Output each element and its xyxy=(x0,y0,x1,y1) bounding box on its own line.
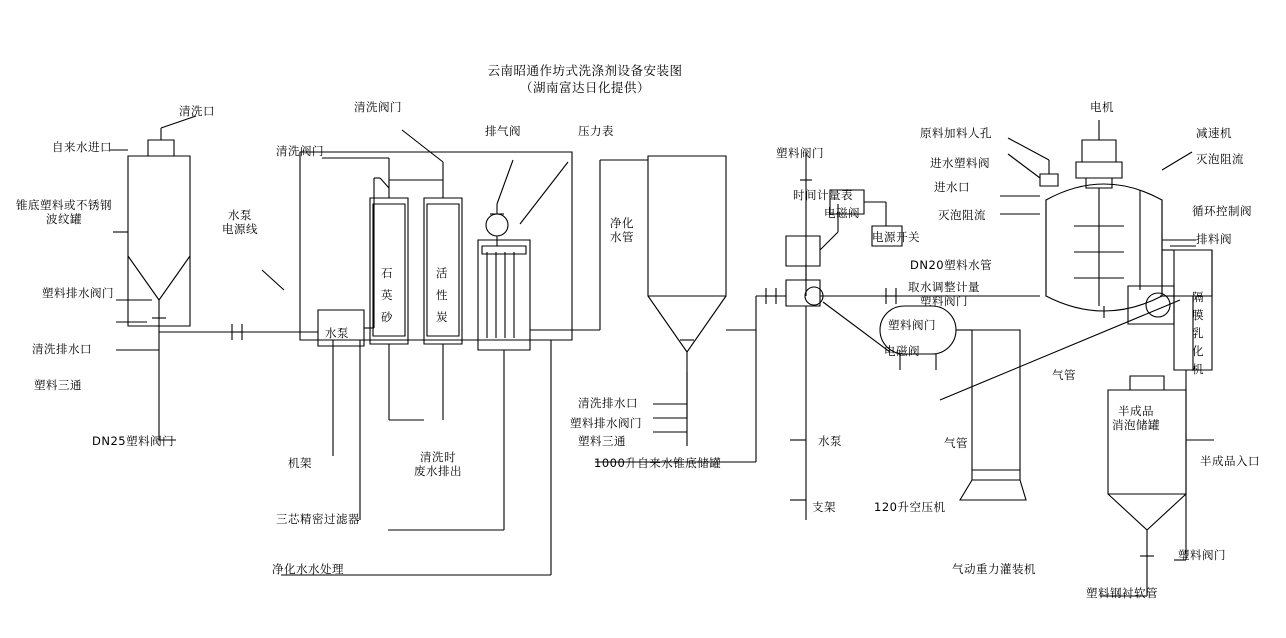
label-qingxi-famen-2: 清洗阀门 xyxy=(354,100,402,114)
label-jiansuji: 减速机 xyxy=(1196,126,1232,140)
gearbox-box xyxy=(1076,162,1122,178)
label-suliao-santong-2: 塑料三通 xyxy=(578,434,626,448)
label-jinghua-shui-chuli: 净化水水处理 xyxy=(272,562,344,576)
cartridge-filter xyxy=(478,240,530,350)
label-jijia: 机架 xyxy=(288,456,312,470)
reactor-body xyxy=(1046,184,1162,311)
semi-tank-neck xyxy=(1130,376,1164,390)
meter-box-1 xyxy=(786,236,820,266)
label-qingxi-paishui-kou: 清洗排水口 xyxy=(32,342,92,356)
label-suliao-famen-bottom: 塑料阀门 xyxy=(1178,548,1226,562)
label-qingxi-kou-top: 清洗口 xyxy=(179,104,215,118)
tank2-body xyxy=(648,156,726,296)
label-shuibeng-1: 水泵 xyxy=(325,326,349,340)
label-suliao-famen-top: 塑料阀门 xyxy=(776,146,824,160)
tank1-cone xyxy=(128,256,190,300)
label-dianyuan-kaiguan: 电源开关 xyxy=(872,230,920,244)
label-yuanliao-jialiao-rekong: 原料加料人孔 xyxy=(920,126,992,140)
filling-machine-base xyxy=(960,480,1026,500)
label-qingxi-paishui-kou-2: 清洗排水口 xyxy=(578,396,638,410)
label-jinshui-kou: 进水口 xyxy=(934,180,970,194)
label-xunhuan-kongzhi-fa: 循环控制阀 xyxy=(1192,204,1252,218)
label-suliao-paishui-famen-2: 塑料排水阀门 xyxy=(570,416,642,430)
label-shuibeng-2: 水泵 xyxy=(818,434,842,448)
tank2-cone xyxy=(648,296,726,352)
label-kongyaji-120: 120升空压机 xyxy=(874,500,946,514)
label-qingxi-famen-1: 清洗阀门 xyxy=(276,144,324,158)
semi-tank-cone xyxy=(1108,494,1186,530)
label-banchengpin-rukou: 半成品入口 xyxy=(1200,454,1260,468)
label-qiguan-2: 气管 xyxy=(1052,368,1076,382)
label-suliao-gangchen-ruanguan: 塑料钢衬软管 xyxy=(1086,586,1158,600)
motor-box xyxy=(1082,140,1116,162)
manhole xyxy=(1040,174,1058,186)
label-zhuidi-guan: 锥底塑料或不锈钢 波纹罐 xyxy=(16,198,112,226)
label-dn25-suliao-famen: DN25塑料阀门 xyxy=(92,434,175,448)
label-suliao-famen-2: 塑料阀门 xyxy=(888,318,936,332)
label-dianci-fa-1: 电磁阀 xyxy=(824,206,860,220)
label-jinghua-shuiguan: 净化 水管 xyxy=(610,216,634,244)
label-qidong-zhongli-guanzhuangji: 气动重力灌装机 xyxy=(952,562,1036,576)
label-shijian-jiliang-biao: 时间计量表 xyxy=(793,188,853,202)
label-dianji: 电机 xyxy=(1090,100,1114,114)
label-pailiao-fa: 排料阀 xyxy=(1196,232,1232,246)
label-zilaishui-jinkou: 自来水进口 xyxy=(52,140,112,154)
label-zhijia: 支架 xyxy=(812,500,836,514)
label-yali-biao: 压力表 xyxy=(578,124,614,138)
label-qushui-tiaozheng: 取水调整计量 塑料阀门 xyxy=(908,280,980,308)
label-qiguan-1: 气管 xyxy=(944,436,968,450)
label-shuibeng-dianyuanxian: 水泵 电源线 xyxy=(222,208,258,236)
diagram-title: 云南昭通作坊式洗涤剂设备安装图 （湖南富达日化提供） xyxy=(487,63,683,95)
label-jinshui-suliao-fa: 进水塑料阀 xyxy=(930,156,990,170)
filling-machine-body xyxy=(972,330,1020,480)
tank1-neck xyxy=(148,140,174,156)
label-suliao-paishui-famen: 塑料排水阀门 xyxy=(42,286,114,300)
vent-valve xyxy=(486,214,508,236)
label-dn20-suliao-shuiguan: DN20塑料水管 xyxy=(910,258,993,272)
label-dianci-fa-2: 电磁阀 xyxy=(884,344,920,358)
label-qingxi-shi-feishui: 清洗时 废水排出 xyxy=(414,450,462,478)
label-shiyingsha: 石 英 砂 xyxy=(381,266,393,324)
label-paiqi-fa: 排气阀 xyxy=(485,124,521,138)
label-huoxingtan: 活 性 炭 xyxy=(436,266,448,324)
label-banchengpin-xiaopao-chuguan: 半成品 消泡储罐 xyxy=(1112,404,1160,432)
label-miepao-zuliu-1: 灭泡阻流 xyxy=(938,208,986,222)
label-sanxin-guolvqi: 三芯精密过滤器 xyxy=(276,512,360,526)
label-chuguan-1000: 1000升自来水锥底储罐 xyxy=(594,456,722,470)
label-miepao-zuliu-2: 灭泡阻流 xyxy=(1196,152,1244,166)
label-suliao-santong-1: 塑料三通 xyxy=(34,378,82,392)
meter-box-2 xyxy=(786,280,820,306)
label-gemo-ruhuaji: 隔 膜 乳 化 机 xyxy=(1192,290,1204,376)
